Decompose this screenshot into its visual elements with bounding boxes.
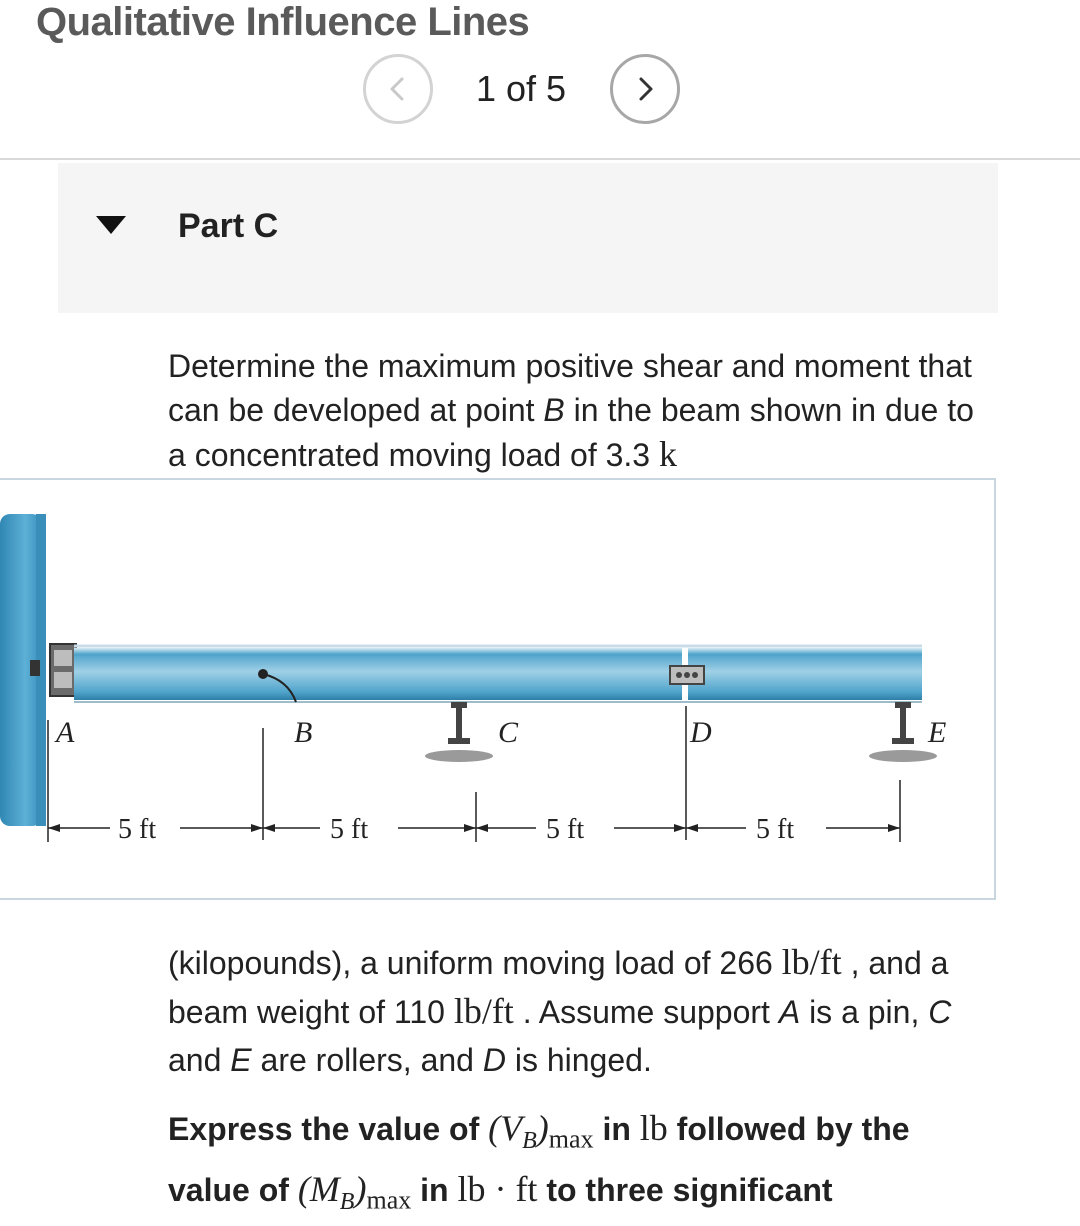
label-c: C: [498, 716, 519, 749]
cont-text-g: is hinged.: [505, 1042, 652, 1078]
task-text-d: in: [411, 1172, 458, 1209]
support-c: C: [928, 994, 952, 1030]
beam-figure: [0, 478, 996, 900]
caret-down-icon[interactable]: [94, 213, 128, 237]
max-subscript-1: max: [548, 1124, 594, 1154]
chevron-right-icon: [629, 73, 661, 105]
beam-diagram: [0, 480, 996, 902]
task-text-a: Express the value of: [168, 1111, 489, 1147]
label-d: D: [690, 716, 712, 749]
point-b: B: [543, 392, 565, 428]
unit-lb: lb: [639, 1108, 668, 1148]
next-button[interactable]: [610, 54, 680, 124]
roller-support-c: [425, 702, 493, 762]
cont-text-b: , and a beam weight of 110: [168, 945, 949, 1030]
cont-text-d: is a pin,: [800, 994, 929, 1030]
cont-text-f: are rollers, and: [251, 1042, 483, 1078]
previous-button[interactable]: [363, 54, 433, 124]
mb-symbol: $(M_B)$: [297, 1169, 367, 1216]
task-text-b: in: [593, 1111, 640, 1147]
cont-text-e: and: [168, 1042, 231, 1078]
unit-lbft-2: lb/ft: [453, 991, 514, 1031]
intro-text-a: Determine the maximum positive shear and moment that can be developed at point: [168, 348, 972, 428]
unit-lbft-1: lb/ft: [781, 942, 842, 982]
label-a: A: [56, 716, 75, 749]
part-label: Part C: [178, 207, 279, 245]
support-a: A: [778, 994, 801, 1030]
dim-label-ab: 5 ft: [118, 814, 157, 845]
pagination: [0, 52, 1080, 132]
page-title: Qualitative Influence Lines: [36, 0, 530, 44]
label-b: B: [294, 716, 313, 749]
max-subscript-2: max: [366, 1185, 412, 1215]
answer-instructions: [168, 1104, 998, 1226]
page-indicator: 1 of 5: [476, 68, 567, 109]
intro-text-b: in the beam shown in due to a concentrated moving load of 3.3: [168, 392, 974, 473]
cont-text-c: . Assume support: [513, 994, 779, 1030]
beam-right: [688, 648, 922, 700]
problem-statement: [168, 344, 998, 477]
vb-symbol: $(V_B)$: [488, 1108, 549, 1155]
part-accordion-header[interactable]: [58, 163, 998, 313]
task-text-c: followed by the value of: [168, 1111, 910, 1209]
support-e: E: [230, 1042, 252, 1078]
support-d: D: [482, 1042, 506, 1078]
dim-label-bc: 5 ft: [330, 814, 369, 845]
unit-k: k: [658, 434, 677, 474]
unit-lbft: lb · ft: [457, 1169, 538, 1210]
cont-text-a: (kilopounds), a uniform moving load of 266: [168, 945, 782, 981]
problem-continuation: [168, 938, 998, 1084]
dim-label-de: 5 ft: [756, 814, 795, 845]
chevron-left-icon: [382, 73, 414, 105]
header-divider: [0, 158, 1080, 160]
beam-left: [74, 648, 682, 700]
roller-support-e: [869, 702, 937, 762]
label-e: E: [928, 716, 947, 749]
task-text-e: to three significant: [537, 1172, 833, 1209]
dim-label-cd: 5 ft: [546, 814, 585, 845]
